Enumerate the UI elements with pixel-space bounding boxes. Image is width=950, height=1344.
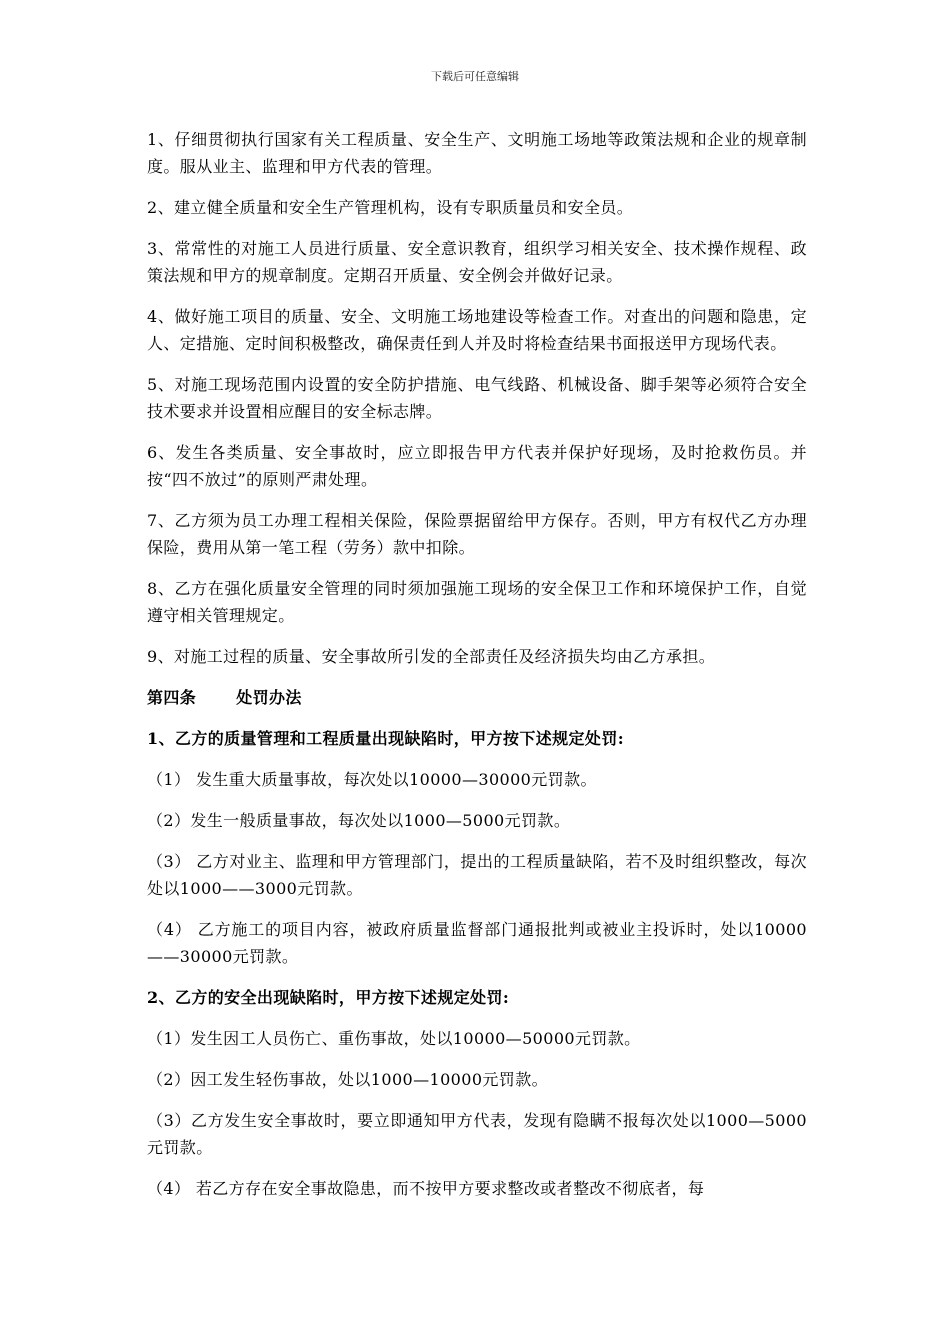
safety-penalty-3: （3）乙方发生安全事故时，要立即通知甲方代表，发现有隐瞒不报每次处以1000—5000元罚款。 xyxy=(147,1111,807,1157)
article-title: 处罚办法 xyxy=(236,688,302,707)
page-header: 下载后可任意编辑 xyxy=(431,70,519,83)
clause-4: 4、做好施工项目的质量、安全、文明施工场地建设等检查工作。对查出的问题和隐患，定人、定措施、定时间积极整改，确保责任到人并及时将检查结果书面报送甲方现场代表。 xyxy=(147,307,807,353)
section-safety-title: 2、乙方的安全出现缺陷时，甲方按下述规定处罚: xyxy=(147,988,510,1007)
quality-penalty-3: （3） 乙方对业主、监理和甲方管理部门，提出的工程质量缺陷，若不及时组织整改，每次处以1000——3000元罚款。 xyxy=(147,852,807,898)
safety-penalty-4: （4） 若乙方存在安全事故隐患，而不按甲方要求整改或者整改不彻底者，每 xyxy=(147,1179,705,1198)
section-quality-title: 1、乙方的质量管理和工程质量出现缺陷时，甲方按下述规定处罚: xyxy=(147,729,625,748)
safety-penalty-2: （2）因工发生轻伤事故，处以1000—10000元罚款。 xyxy=(147,1070,548,1089)
clause-5: 5、对施工现场范围内设置的安全防护措施、电气线路、机械设备、脚手架等必须符合安全技术要求并设置相应醒目的安全标志牌。 xyxy=(147,375,807,421)
clause-1: 1、仔细贯彻执行国家有关工程质量、安全生产、文明施工场地等政策法规和企业的规章制度。服从业主、监理和甲方代表的管理。 xyxy=(147,130,807,176)
clause-9: 9、对施工过程的质量、安全事故所引发的全部责任及经济损失均由乙方承担。 xyxy=(147,647,716,666)
article-number: 第四条 xyxy=(147,688,197,707)
clause-6: 6、发生各类质量、安全事故时，应立即报告甲方代表并保护好现场，及时抢救伤员。并按“四不放过”的原则严肃处理。 xyxy=(147,443,807,489)
quality-penalty-1: （1） 发生重大质量事故，每次处以10000—30000元罚款。 xyxy=(147,770,597,789)
clause-7: 7、乙方须为员工办理工程相关保险，保险票据留给甲方保存。否则，甲方有权代乙方办理保险，费用从第一笔工程（劳务）款中扣除。 xyxy=(147,511,807,557)
safety-penalty-1: （1）发生因工人员伤亡、重伤事故，处以10000—50000元罚款。 xyxy=(147,1029,641,1048)
document-body xyxy=(147,126,807,1216)
clause-2: 2、建立健全质量和安全生产管理机构，设有专职质量员和安全员。 xyxy=(147,198,634,217)
quality-penalty-4: （4） 乙方施工的项目内容，被政府质量监督部门通报批判或被业主投诉时，处以10000——30000元罚款。 xyxy=(147,920,807,966)
clause-8: 8、乙方在强化质量安全管理的同时须加强施工现场的安全保卫工作和环境保护工作，自觉遵守相关管理规定。 xyxy=(147,579,807,625)
clause-3: 3、常常性的对施工人员进行质量、安全意识教育，组织学习相关安全、技术操作规程、政策法规和甲方的规章制度。定期召开质量、安全例会并做好记录。 xyxy=(147,239,807,285)
article-heading xyxy=(147,684,807,711)
quality-penalty-2: （2）发生一般质量事故，每次处以1000—5000元罚款。 xyxy=(147,811,571,830)
